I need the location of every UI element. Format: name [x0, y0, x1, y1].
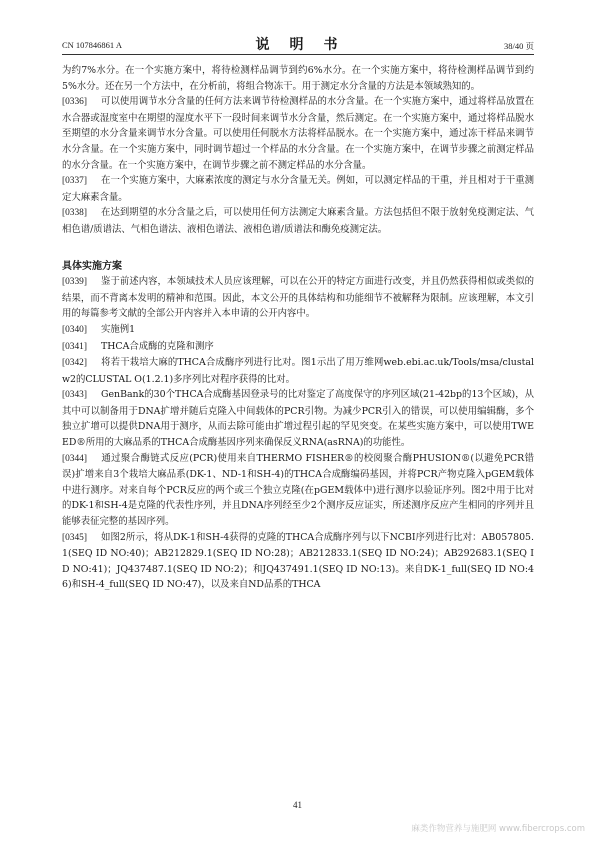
document-body	[62, 63, 534, 593]
paragraph-0336: [0336] 可以使用调节水分含量的任何方法来调节待检测样品的水分含量。在一个实施方案中，通过将样品放置在水合器或湿度室中在期望的湿度水平下一段时间来调节水分含量，然后测定。在一个实施方案中，通过将样品脱水至期望的水分含量来调节水分含量。可以使用任何脱水方法将样品脱水。在一个实施方案中，通过冻干样品来调节水分含量。在一个实施方案中，同时调节超过一个样品的水分含量。在一个实施方案中，在调节步骤之前测定样品的水分含量。在一个实施方案中，在调节步骤之前不测定样品的水分含量。	[62, 96, 534, 171]
paragraph: 为约7%水分。在一个实施方案中，将待检测样品调节到约6%水分。在一个实施方案中，将待检测样品调节到约5%水分。还在另一个方法中，在分析前，将组合物冻干。用于测定水分含量的方法是本领域熟知的。	[62, 65, 534, 92]
page-number: 41	[293, 800, 302, 810]
patent-number: CN 107846861 A	[62, 40, 122, 50]
paragraph-0343: [0343] GenBank的30个THCA合成酶基因登录号的比对鉴定了高度保守的序列区域(21-42bp的13个区域)，从其中可以制备用于DNA扩增并随后克隆入中间载体的PCR引物。为减少PCR引入的错误，可以使用编辑酶，多个独立扩增可以提供DNA用于测序，从而去除可能由扩增过程引起的罕见突变。在某些实施方案中，可以使用TWEED®所用的大麻品系的THCA合成酶基因序列来确保反义RNA(asRNA)的功能性。	[62, 389, 534, 449]
page-info: 38/40 页	[504, 41, 534, 51]
section-heading: 具体实施方案	[62, 260, 122, 272]
paragraph-0344: [0344] 通过聚合酶链式反应(PCR)使用来自THERMO FISHER®的校阅聚合酶PHUSION®(以避免PCR错误)扩增来自3个栽培大麻品系(DK-1、ND-1和SH-4)的THCA合成酶编码基因，并将PCR产物克隆入pGEM载体中进行测序。对来自每个PCR反应的两个或三个独立克隆(在pGEM载体中)进行测序以验证序列。图2中用于比对的DK-1和SH-4是克隆的代表性序列，并且DNA序列经至少2个测序反应证实，所述测序反应产生相同的序列并且能够表征完整的基因序列。	[62, 452, 534, 528]
paragraph-0345: [0345] 如图2所示，将从DK-1和SH-4获得的克隆的THCA合成酶序列与以下NCBI序列进行比对：AB057805.1(SEQ ID NO:40)；AB212829.1(SEQ ID NO:28)；AB212833.1(SEQ ID NO:24)；AB292683.1(SEQ ID NO:41)；JQ437487.1(SEQ ID NO:2)；和JQ437491.1(SEQ ID NO:13)。来自DK-1_full(SEQ ID NO:46)和SH-4_full(SEQ ID NO:47)，以及来自ND品系的THCA	[62, 531, 534, 591]
paragraph-0341: [0341] THCA合成酶的克隆和测序	[62, 340, 214, 352]
paragraph-0338: [0338] 在达到期望的水分含量之后，可以使用任何方法测定大麻素含量。方法包括但不限于放射免疫测定法、气相色谱/质谱法、气相色谱法、液相色谱法、液相色谱/质谱法和酶免疫测定法。	[62, 207, 534, 235]
paragraph-0337: [0337] 在一个实施方案中，大麻素浓度的测定与水分含量无关。例如，可以测定样品的干重，并且相对于干重测定大麻素含量。	[62, 175, 534, 203]
page-header	[62, 30, 534, 55]
paragraph-0339: [0339] 鉴于前述内容，本领域技术人员应该理解，可以在公开的特定方面进行改变，并且仍然获得相似或类似的结果，而不背离本发明的精神和范围。因此，本文公开的具体结构和功能细节不被解释为限制。应该理解，本文引用的每篇参考文献的全部公开内容并入本申请的公开内容中。	[62, 276, 534, 320]
document-title: 说 明 书	[255, 37, 341, 53]
watermark: 麻类作物营养与施肥网 www.fibercrops.com	[411, 824, 585, 834]
paragraph-0340: [0340] 实施例1	[62, 323, 136, 335]
paragraph-0342: [0342] 将若干栽培大麻的THCA合成酶序列进行比对。图1示出了用万维网web.ebi.ac.uk/Tools/msa/clustalw2的CLUSTAL O(1.2.1)多序列比对程序获得的比对。	[62, 357, 534, 385]
